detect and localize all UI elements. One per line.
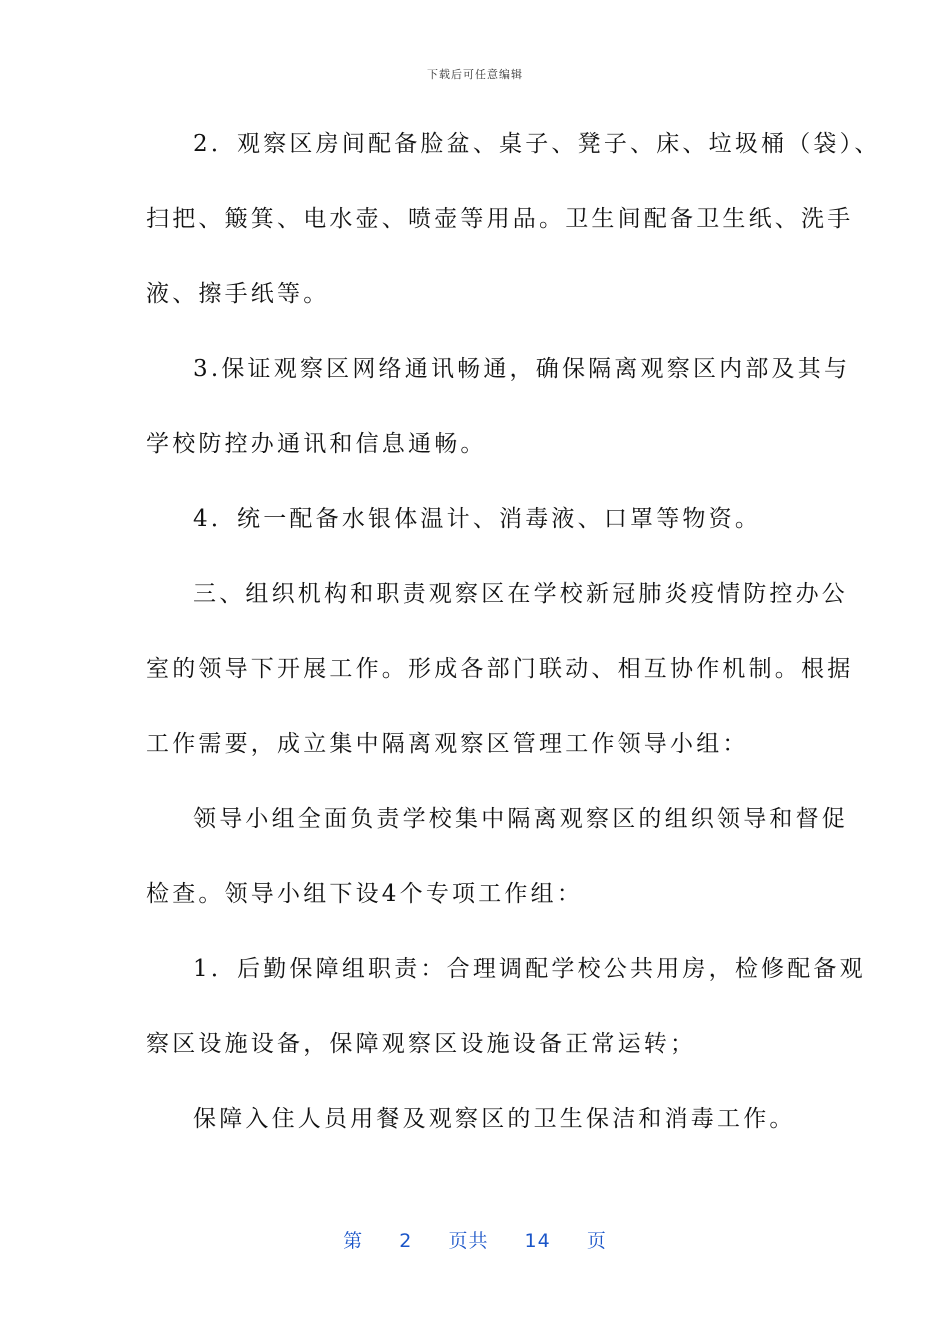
- paragraph-line: 室的领导下开展工作。形成各部门联动、相互协作机制。根据: [146, 656, 854, 682]
- paragraph-line: 保障入住人员用餐及观察区的卫生保洁和消毒工作。: [193, 1106, 796, 1132]
- footer-middle: 页共: [448, 1230, 489, 1252]
- current-page-number: 2: [399, 1230, 413, 1252]
- paragraph-line: 4．统一配备水银体温计、消毒液、口罩等物资。: [193, 506, 762, 532]
- footer-suffix: 页: [586, 1230, 607, 1252]
- page-header: 下载后可任意编辑: [427, 68, 523, 81]
- total-page-count: 14: [524, 1230, 551, 1252]
- paragraph-line: 学校防控办通讯和信息通畅。: [146, 431, 487, 457]
- paragraph-line: 察区设施设备，保障观察区设施设备正常运转；: [146, 1031, 697, 1057]
- paragraph-line: 工作需要，成立集中隔离观察区管理工作领导小组：: [146, 731, 749, 757]
- paragraph-line: 三、组织机构和职责观察区在学校新冠肺炎疫情防控办公: [193, 581, 848, 607]
- page-footer: [0, 1226, 950, 1253]
- paragraph-line: 领导小组全面负责学校集中隔离观察区的组织领导和督促: [193, 806, 848, 832]
- paragraph-line: 扫把、簸箕、电水壶、喷壶等用品。卫生间配备卫生纸、洗手: [146, 206, 854, 232]
- paragraph-line: 液、擦手纸等。: [146, 281, 330, 307]
- paragraph-line: 检查。领导小组下设4个专项工作组：: [146, 881, 584, 907]
- paragraph-line: 1．后勤保障组职责：合理调配学校公共用房，检修配备观: [193, 956, 866, 982]
- paragraph-line: 2．观察区房间配备脸盆、桌子、凳子、床、垃圾桶（袋）、: [193, 131, 881, 157]
- paragraph-line: 3.保证观察区网络通讯畅通，确保隔离观察区内部及其与: [193, 356, 851, 382]
- footer-prefix: 第: [343, 1230, 364, 1252]
